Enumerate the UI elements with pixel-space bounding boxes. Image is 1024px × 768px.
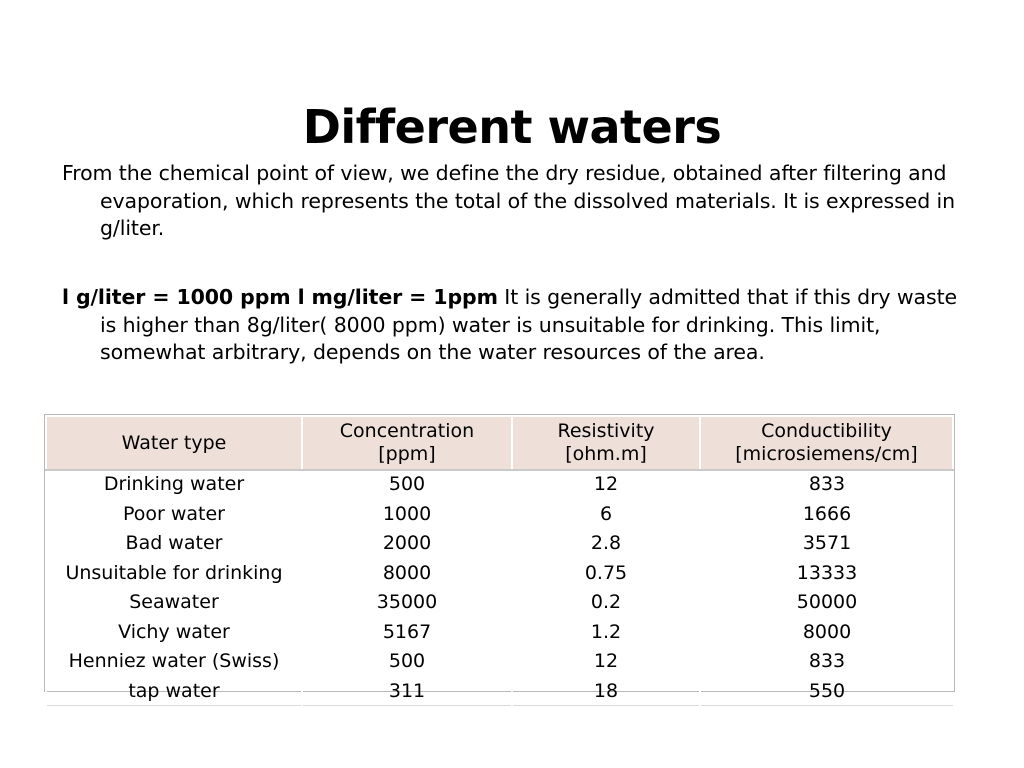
cell-conductibility: 3571 <box>700 529 953 559</box>
cell-water-type: Drinking water <box>46 470 302 500</box>
cell-water-type: Henniez water (Swiss) <box>46 647 302 677</box>
table-row <box>46 677 953 706</box>
unit-definition-bold: l g/liter = 1000 ppm l mg/liter = 1ppm <box>62 285 498 309</box>
header-conductibility <box>700 416 953 470</box>
cell-conductibility: 550 <box>700 677 953 706</box>
cell-conductibility: 8000 <box>700 618 953 648</box>
table-row <box>46 500 953 530</box>
table-row <box>46 647 953 677</box>
cell-water-type: Seawater <box>46 588 302 618</box>
header-conductibility-unit: [microsiemens/cm] <box>735 443 918 465</box>
header-concentration <box>302 416 512 470</box>
header-concentration-label: Concentration <box>339 420 475 442</box>
header-resistivity <box>512 416 700 470</box>
cell-water-type: tap water <box>46 677 302 706</box>
header-resistivity-unit: [ohm.m] <box>565 443 647 465</box>
cell-water-type: Bad water <box>46 529 302 559</box>
table-row <box>46 529 953 559</box>
cell-concentration: 500 <box>302 470 512 500</box>
cell-concentration: 311 <box>302 677 512 706</box>
cell-water-type: Vichy water <box>46 618 302 648</box>
cell-conductibility: 1666 <box>700 500 953 530</box>
water-properties-table <box>45 415 954 706</box>
cell-concentration: 8000 <box>302 559 512 589</box>
header-concentration-unit: [ppm] <box>378 443 436 465</box>
table-row <box>46 559 953 589</box>
cell-resistivity: 1.2 <box>512 618 700 648</box>
cell-conductibility: 13333 <box>700 559 953 589</box>
table-row <box>46 618 953 648</box>
cell-concentration: 2000 <box>302 529 512 559</box>
header-resistivity-label: Resistivity <box>557 420 655 442</box>
intro-paragraph: From the chemical point of view, we define the dry residue, obtained after filtering and evaporation, which represents the total of the dissolved materials. It is expressed in g/liter. <box>62 161 956 240</box>
cell-concentration: 35000 <box>302 588 512 618</box>
header-water-type: Water type <box>46 416 302 470</box>
cell-conductibility: 833 <box>700 470 953 500</box>
cell-concentration: 1000 <box>302 500 512 530</box>
cell-concentration: 500 <box>302 647 512 677</box>
cell-resistivity: 0.2 <box>512 588 700 618</box>
table-row <box>46 588 953 618</box>
cell-conductibility: 833 <box>700 647 953 677</box>
definition-text: It is generally admitted that if this dry waste is higher than 8g/liter( 8000 ppm) water is unsuitable for drinking. This limit, somewhat arbitrary, depends on the water resources of the area. <box>100 285 958 364</box>
cell-resistivity: 2.8 <box>512 529 700 559</box>
definition-paragraph <box>62 284 962 367</box>
cell-water-type: Poor water <box>46 500 302 530</box>
table-header-row <box>46 416 953 470</box>
cell-resistivity: 12 <box>512 470 700 500</box>
cell-water-type: Unsuitable for drinking <box>46 559 302 589</box>
cell-resistivity: 6 <box>512 500 700 530</box>
cell-concentration: 5167 <box>302 618 512 648</box>
cell-resistivity: 12 <box>512 647 700 677</box>
cell-resistivity: 0.75 <box>512 559 700 589</box>
cell-conductibility: 50000 <box>700 588 953 618</box>
cell-resistivity: 18 <box>512 677 700 706</box>
table-row <box>46 470 953 500</box>
slide-title: Different waters <box>302 99 722 154</box>
table-body <box>46 470 953 706</box>
water-table <box>44 414 955 702</box>
header-conductibility-label: Conductibility <box>761 420 892 442</box>
